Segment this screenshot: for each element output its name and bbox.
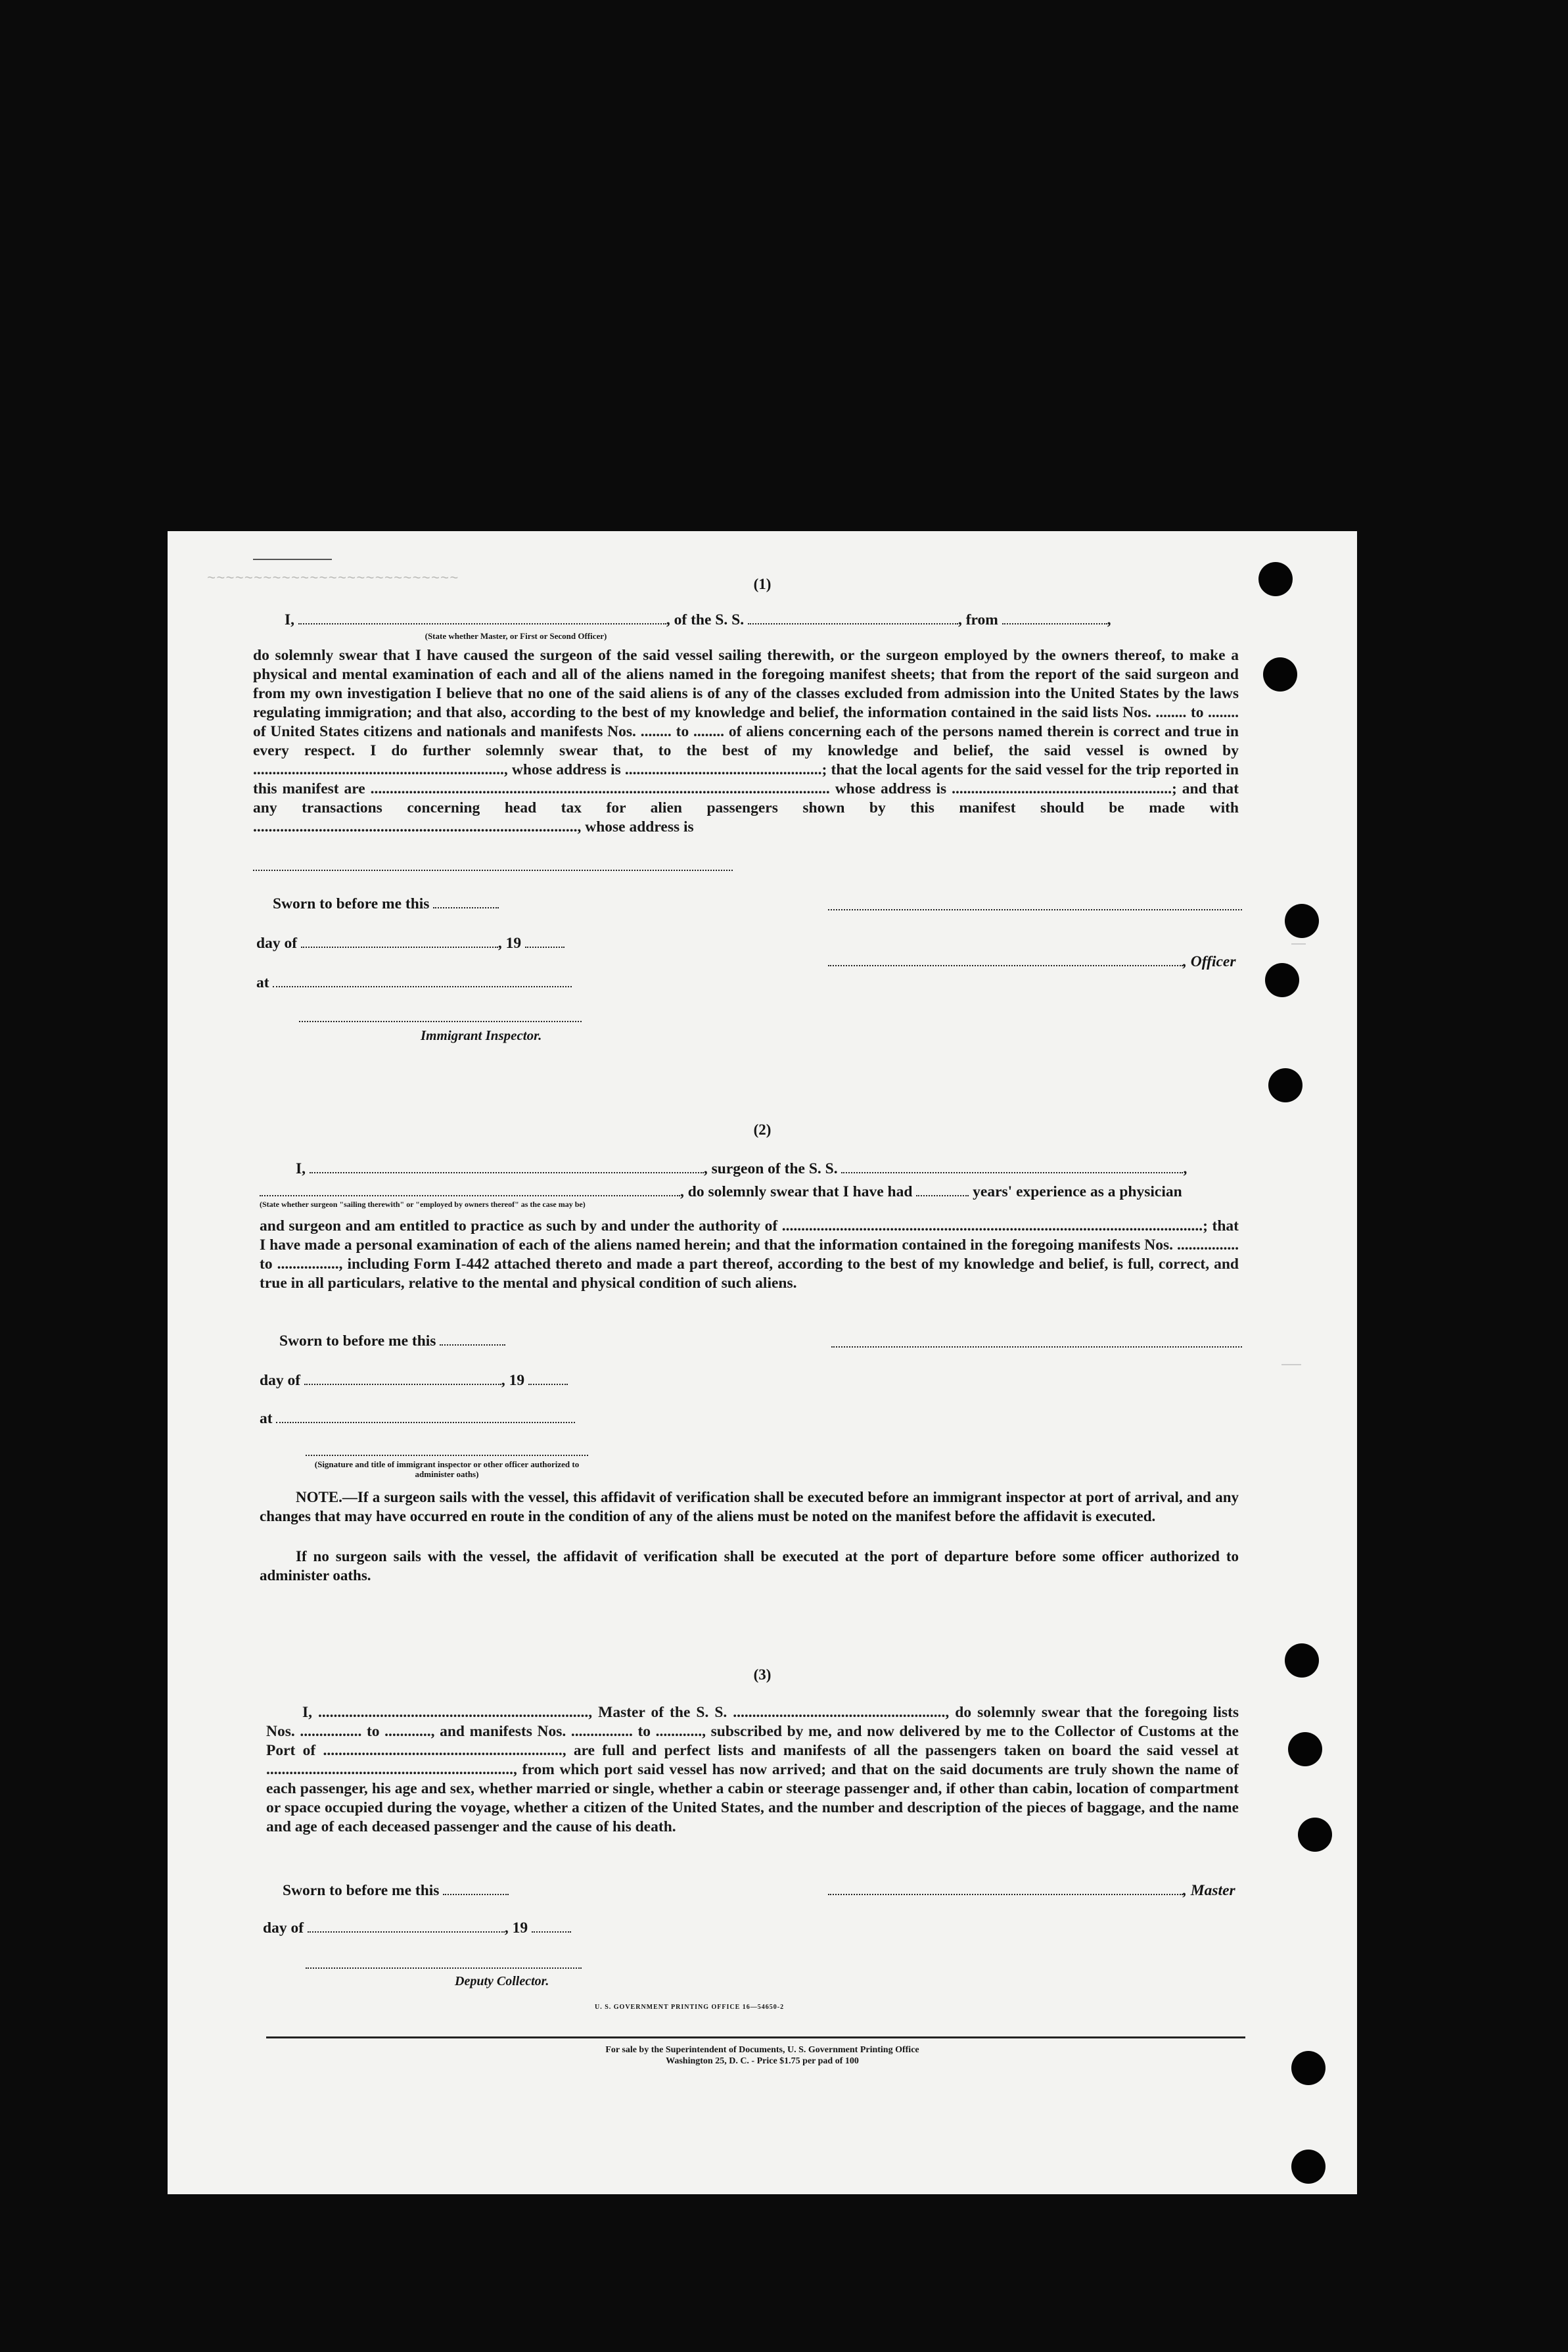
day-field-3[interactable] xyxy=(308,1918,505,1933)
note-paragraph-2: If no surgeon sails with the vessel, the affidavit of verification shall be executed at the port of departure before some officer authorized to administer oaths. xyxy=(260,1548,1239,1584)
solemnly-swear-label: , do solemnly swear that I have had xyxy=(680,1183,913,1200)
affidavit-1-i-label: I, xyxy=(285,611,295,628)
at-label-2: at xyxy=(260,1410,273,1427)
affidavit-2-caption: (State whether surgeon "sailing therewith" or "employed by owners thereof" as the case may be) xyxy=(260,1200,586,1209)
affidavit-1-sworn xyxy=(273,894,499,913)
sworn-label-2: Sworn to before me this xyxy=(279,1332,436,1350)
affidavit-2-i-label: I, xyxy=(296,1160,306,1177)
at-place-field-2[interactable] xyxy=(276,1409,575,1423)
affidavit-1-at xyxy=(256,973,572,992)
affidavit-3-heading: (3) xyxy=(753,1666,772,1683)
punch-hole xyxy=(1285,904,1319,938)
scan-mark xyxy=(253,559,332,560)
bleed-through-text: ~~~~~~~~~~~~~~~~~~~~~~~~~~~ xyxy=(207,571,459,587)
punch-hole xyxy=(1268,1068,1303,1102)
affidavit-2-line2 xyxy=(260,1182,1182,1201)
note-paragraph-1: NOTE.—If a surgeon sails with the vessel, this affidavit of verification shall be executed before an immigrant inspector at port of arrival, and any changes that may have occurred en route in the condition of any of the aliens must be noted on the manifest before the affidavit is executed. xyxy=(260,1489,1239,1524)
day-of-label-2: day of xyxy=(260,1372,301,1389)
footer-line-1: For sale by the Superintendent of Documents, U. S. Government Printing Office xyxy=(605,2045,919,2055)
punch-hole xyxy=(1298,1818,1332,1852)
punch-hole xyxy=(1265,963,1299,997)
affidavit-1-vessel-label: , of the S. S. xyxy=(666,611,745,628)
affidavit-3-body: I, ......................................................................, Master of the S. S. ......................................................., do solemnly swear that the foregoing lists Nos. ................ to ............, and manifests Nos. ................ to ............, subscribed by me, and now delivered by me to the Collector of Customs at the Port of .............................................................., are full and perfect lists and manifests of all the passengers taken on board the said vessel at ................................................................, from which port said vessel has now arrived; and that on the said documents are truly shown the name of each passenger, his age and sex, whether married or single, whether a cabin or steerage passenger and, if other than cabin, location of compartment or space occupied during the voyage, whether a citizen of the United States, and the number and description of the pieces of baggage, and the name and age of each deceased passenger and the cause of his death. xyxy=(266,1704,1239,1835)
master-label: , Master xyxy=(1183,1882,1235,1899)
punch-hole xyxy=(1258,562,1293,596)
punch-hole xyxy=(1288,1732,1322,1766)
year-label-2: , 19 xyxy=(501,1372,525,1389)
affidavit-1-day xyxy=(256,933,565,953)
edge-mark xyxy=(1291,943,1306,945)
port-from-field[interactable] xyxy=(1002,610,1107,624)
affidavit-1-body: do solemnly swear that I have caused the surgeon of the said vessel sailing therewith, or the surgeon employed by the owners thereof, to make a physical and mental examination of each and all of the aliens named in the foregoing manifest sheets; that from the report of the said surgeon and from my own investigation I believe that no one of the said aliens is of any of the classes excluded from admission into the United States by the laws regulating immigration; and that also, according to the best of my knowledge and belief, the information contained in the said lists Nos. ........ to ........ of United States citizens and nationals and manifests Nos. ........ to ........ of aliens concerning each of the persons named therein is correct and true in every respect. I do further solemnly swear that, to the best of my knowledge and belief, the said vessel is owned by ................................................................., whose address is ...................................................; that the local agents for the said vessel for the trip reported in this manifest are ....................................................................................................................... whose address is .........................................................; and that any transactions concerning head tax for alien passengers shown by this manifest should be made with ...................................................................................., whose address is xyxy=(253,647,1239,835)
year-label-3: , 19 xyxy=(504,1919,528,1937)
affidavit-1-line1: I, , of the S. S. , from , xyxy=(285,611,1111,628)
punch-hole xyxy=(1291,2051,1326,2085)
printer-mark: U. S. GOVERNMENT PRINTING OFFICE 16—54650-2 xyxy=(595,2004,785,2011)
affidavit-3-sworn xyxy=(283,1881,509,1900)
inspector-signature-line xyxy=(299,1021,582,1022)
sworn-label: Sworn to before me this xyxy=(273,895,430,912)
officer-signature xyxy=(828,952,1235,971)
affidavit-1-from-label: , from xyxy=(957,611,998,628)
affidavit-1-heading: (1) xyxy=(753,576,772,592)
day-of-label: day of xyxy=(256,935,298,952)
master-signature xyxy=(828,1881,1235,1900)
authorized-signature-line xyxy=(306,1455,588,1456)
affidavit-2-heading: (2) xyxy=(753,1121,772,1138)
officer-signature-line-upper xyxy=(828,909,1242,910)
years-field[interactable] xyxy=(916,1182,969,1196)
year-field[interactable] xyxy=(525,933,565,948)
punch-hole xyxy=(1291,2150,1326,2184)
punch-hole xyxy=(1285,1643,1319,1678)
year-field-3[interactable] xyxy=(532,1918,571,1933)
affidavit-3-day xyxy=(263,1918,571,1937)
affidavit-2-at xyxy=(260,1409,575,1428)
affidavit-1-caption: (State whether Master, or First or Second Officer) xyxy=(425,631,607,641)
year-field-2[interactable] xyxy=(528,1371,568,1385)
year-label: , 19 xyxy=(497,935,522,952)
affidavit-2-body: and surgeon and am entitled to practice as such by and under the authority of .............................................................................................................; that I have made a personal examination of each of the aliens named herein; and that the information contained in the foregoing manifests Nos. ................ to ................, including Form I-442 attached thereto and made a part thereof, according to the best of my knowledge and belief, is full, correct, and true in all particulars, relative to the mental and physical condition of such aliens. xyxy=(260,1217,1239,1292)
day-of-label-3: day of xyxy=(263,1919,304,1937)
sworn-date-field[interactable] xyxy=(433,894,499,908)
sworn-label-3: Sworn to before me this xyxy=(283,1882,440,1899)
affidavit-2-sworn xyxy=(279,1331,505,1350)
inspector-label: Immigrant Inspector. xyxy=(421,1027,542,1043)
edge-mark xyxy=(1281,1364,1301,1365)
day-field[interactable] xyxy=(301,933,498,948)
surgeon-label: , surgeon of the S. S. xyxy=(703,1160,838,1177)
surgeon-vessel-field[interactable] xyxy=(841,1159,1183,1173)
surgeon-signature-line xyxy=(831,1346,1242,1348)
sworn-date-field-3[interactable] xyxy=(443,1881,509,1895)
affidavit-1-divider xyxy=(253,870,733,871)
authorized-signature-caption: (Signature and title of immigrant inspector or other officer authorized to administer oaths) xyxy=(314,1459,580,1479)
at-place-field[interactable] xyxy=(273,973,572,987)
day-field-2[interactable] xyxy=(304,1371,501,1385)
officer-signature-field[interactable] xyxy=(828,952,1183,966)
deputy-signature-line xyxy=(306,1967,582,1969)
officer-name-field[interactable] xyxy=(298,610,666,624)
surgeon-name-field[interactable] xyxy=(310,1159,704,1173)
surgeon-status-field[interactable] xyxy=(260,1182,680,1196)
manifest-verification-page xyxy=(168,531,1357,2194)
punch-hole xyxy=(1263,657,1297,692)
footer-line-2: Washington 25, D. C. - Price $1.75 per pad of 100 xyxy=(666,2056,859,2066)
deputy-collector-label: Deputy Collector. xyxy=(455,1974,549,1988)
master-signature-field[interactable] xyxy=(828,1881,1183,1895)
affidavit-2-day xyxy=(260,1371,568,1390)
years-experience-label: years' experience as a physician xyxy=(973,1183,1182,1200)
footer-rule xyxy=(266,2036,1245,2038)
vessel-name-field[interactable] xyxy=(748,610,958,624)
affidavit-2-line1: I, , surgeon of the S. S. , xyxy=(296,1160,1188,1177)
at-label: at xyxy=(256,974,269,991)
officer-label: , Officer xyxy=(1183,953,1236,970)
sworn-date-field-2[interactable] xyxy=(440,1331,505,1346)
